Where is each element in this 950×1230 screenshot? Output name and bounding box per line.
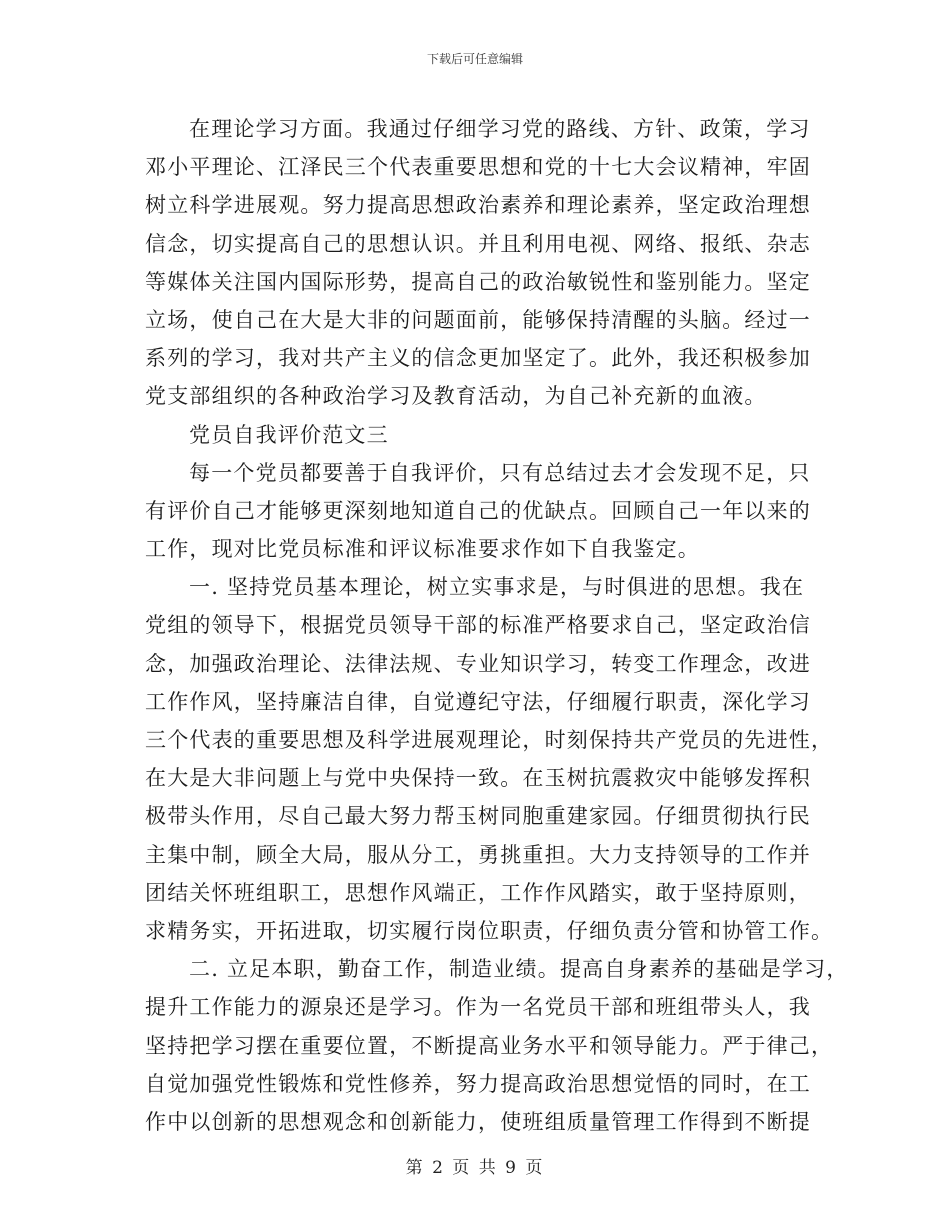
- text-line: 工作作风，坚持廉洁自律，自觉遵纪守法，仔细履行职责，深化学习: [145, 689, 811, 714]
- text-line: 系列的学习，我对共产主义的信念更加坚定了。此外，我还积极参加: [145, 346, 811, 371]
- text-line: 坚持把学习摆在重要位置，不断提高业务水平和领导能力。严于律己，: [145, 1033, 834, 1058]
- text-line: 等媒体关注国内国际形势，提高自己的政治敏锐性和鉴别能力。坚定: [145, 269, 811, 294]
- document-body: [145, 110, 849, 1141]
- text-line: 立场，使自己在大是大非的问题面前，能够保持清醒的头脑。经过一: [145, 307, 811, 332]
- text-line: 工作，现对比党员标准和评议标准要求作如下自我鉴定。: [145, 537, 700, 562]
- text-line: 自觉加强党性锻炼和党性修养，努力提高政治思想觉悟的同时，在工: [145, 1071, 811, 1096]
- text-line: 邓小平理论、江泽民三个代表重要思想和党的十七大会议精神，牢固: [145, 155, 811, 180]
- text-line: 三个代表的重要思想及科学进展观理论，时刻保持共产党员的先进性，: [145, 728, 834, 752]
- text-line: 在大是大非问题上与党中央保持一致。在玉树抗震救灾中能够发挥积: [145, 766, 811, 791]
- text-line: 党员自我评价范文三: [189, 422, 389, 447]
- text-line: 信念，切实提高自己的思想认识。并且利用电视、网络、报纸、杂志: [145, 231, 811, 256]
- text-line: 一. 坚持党员基本理论，树立实事求是，与时俱进的思想。我在: [189, 575, 805, 600]
- text-line: 极带头作用，尽自己最大努力帮玉树同胞重建家园。仔细贯彻执行民: [145, 804, 811, 829]
- text-line: 有评价自己才能够更深刻地知道自己的优缺点。回顾自己一年以来的: [145, 498, 811, 523]
- text-line: 作中以创新的思想观念和创新能力，使班组质量管理工作得到不断提: [145, 1109, 811, 1134]
- page-footer: 第 2 页 共 9 页: [405, 1158, 545, 1178]
- text-line: 提升工作能力的源泉还是学习。作为一名党员干部和班组带头人，我: [145, 995, 811, 1020]
- text-line: 求精务实，开拓进取，切实履行岗位职责，仔细负责分管和协管工作。: [145, 918, 834, 943]
- text-line: 党支部组织的各种政治学习及教育活动，为自己补充新的血液。: [145, 384, 767, 409]
- text-line: 每一个党员都要善于自我评价，只有总结过去才会发现不足，只: [189, 460, 811, 485]
- text-line: 党组的领导下，根据党员领导干部的标准严格要求自己，坚定政治信: [145, 613, 811, 638]
- text-line: 念，加强政治理论、法律法规、专业知识学习，转变工作理念，改进: [145, 651, 811, 676]
- text-line: 团结关怀班组职工，思想作风端正，工作作风踏实，敢于坚持原则，: [145, 880, 811, 905]
- text-line: 主集中制，顾全大局，服从分工，勇挑重担。大力支持领导的工作并: [145, 842, 811, 867]
- text-line: 二. 立足本职，勤奋工作，制造业绩。提高自身素养的基础是学习，: [189, 957, 849, 982]
- page-header: 下载后可任意编辑: [426, 52, 523, 66]
- text-line: 树立科学进展观。努力提高思想政治素养和理论素养，坚定政治理想: [145, 193, 811, 218]
- text-line: 在理论学习方面。我通过仔细学习党的路线、方针、政策，学习: [189, 117, 811, 141]
